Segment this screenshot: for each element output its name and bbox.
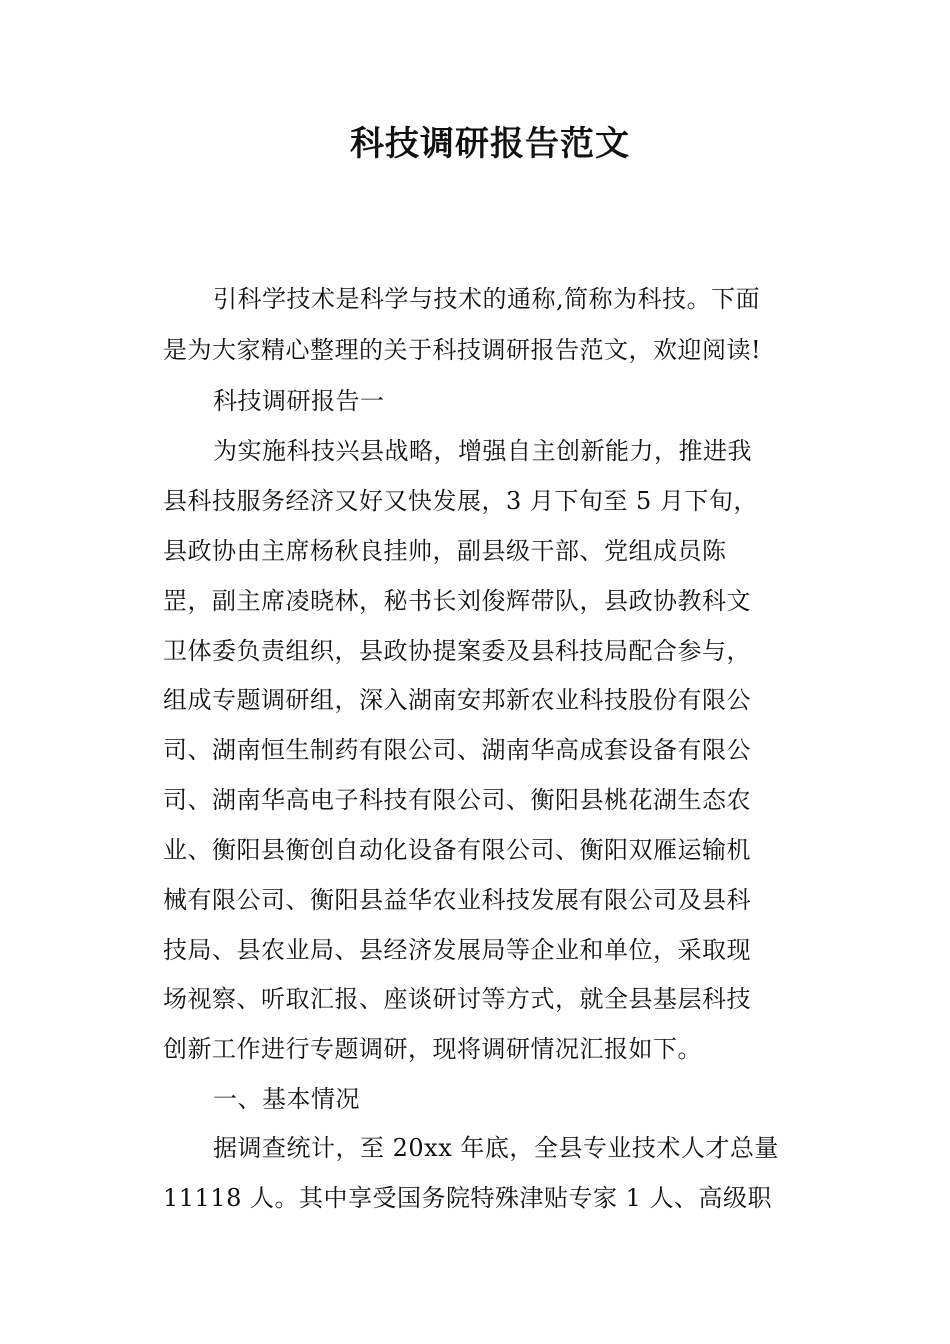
section-heading: 一、基本情况 (213, 1085, 360, 1113)
paragraph-line: 组成专题调研组，深入湖南安邦新农业科技股份有限公 (163, 686, 751, 714)
paragraph-line: 是为大家精心整理的关于科技调研报告范文，欢迎阅读! (163, 336, 762, 364)
paragraph-line: 县科技服务经济又好又快发展，3 月下旬至 5 月下旬， (163, 487, 758, 515)
paragraph-line: 引科学技术是科学与技术的通称,简称为科技。下面 (213, 285, 761, 313)
paragraph-line: 据调查统计，至 20xx 年底，全县专业技术人才总量 (213, 1134, 779, 1162)
paragraph-line: 创新工作进行专题调研，现将调研情况汇报如下。 (163, 1035, 702, 1063)
paragraph-line: 司、湖南恒生制药有限公司、湖南华高成套设备有限公 (163, 736, 751, 764)
paragraph-line: 罡，副主席凌晓林，秘书长刘俊辉带队，县政协教科文 (163, 587, 751, 615)
paragraph-line: 司、湖南华高电子科技有限公司、衡阳县桃花湖生态农 (163, 786, 751, 814)
paragraph-line: 技局、县农业局、县经济发展局等企业和单位，采取现 (163, 936, 751, 964)
paragraph-line: 械有限公司、衡阳县益华农业科技发展有限公司及县科 (163, 886, 751, 914)
paragraph-line: 卫体委负责组织，县政协提案委及县科技局配合参与， (163, 637, 751, 665)
document-title: 科技调研报告范文 (350, 124, 630, 164)
section-heading: 科技调研报告一 (213, 387, 385, 415)
paragraph-line: 县政协由主席杨秋良挂帅，副县级干部、党组成员陈 (163, 537, 727, 565)
paragraph-line: 场视察、听取汇报、座谈研讨等方式，就全县基层科技 (163, 985, 751, 1013)
paragraph-line: 为实施科技兴县战略，增强自主创新能力，推进我 (213, 437, 752, 465)
paragraph-line: 11118 人。其中享受国务院特殊津贴专家 1 人、高级职 (163, 1184, 773, 1212)
paragraph-line: 业、衡阳县衡创自动化设备有限公司、衡阳双雁运输机 (163, 836, 751, 864)
